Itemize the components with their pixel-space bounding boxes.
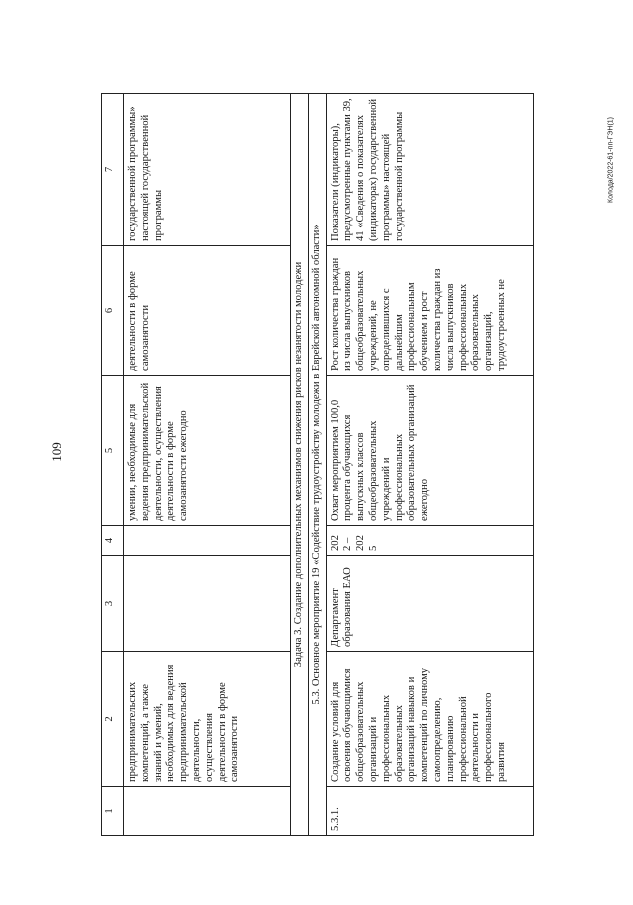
- cell-consequences: Рост количества граждан из числа выпускников общеобразовательных учреждений, не определившихся с дальнейшим профессиональным обучением и рост количества граждан из числа выпускников профессиональных образовательных организаций, трудоустроенных не: [326, 246, 533, 376]
- program-measures-table: [101, 93, 534, 836]
- cell-measure-name: предпринимательских компетенций, а также знаний и умений, необходимых для ведения предпринимательской деятельности, осуществления деятельности в форме самозанятости: [124, 652, 291, 787]
- cell-consequences: деятельности в форме самозанятости: [124, 246, 291, 376]
- measure-heading: 5.3. Основное мероприятие 19 «Содействие трудоустройству молодежи в Еврейской автономной области»: [308, 94, 326, 836]
- cell-indicators: Показатели (индикаторы), предусмотренные пунктами 39, 41 «Сведения о показателях (индикаторах) государственной программы» настоящей государственной программы: [326, 94, 533, 246]
- cell-number: [124, 787, 291, 836]
- column-header-6: 6: [102, 246, 124, 376]
- document-code: Колода/2022-61-пп-ГЭН(1): [607, 116, 615, 204]
- column-header-4: 4: [102, 526, 124, 556]
- column-header-3: 3: [102, 556, 124, 652]
- cell-indicators: государственной программы» настоящей государственной программы: [124, 94, 291, 246]
- cell-expected-result: умении, необходимые для ведения предпринимательской деятельности, осуществления деятельности в форме самозанятости ежегодно: [124, 376, 291, 526]
- cell-number: 5.3.1.: [326, 787, 533, 836]
- rotated-table-container: [101, 94, 525, 836]
- cell-measure-name: Создание условий для освоения обучающимися общеобразовательных организаций и профессиональных образовательных организаций навыков и компетенций по личному самоопределению, планированию профессиональной деятельности и профессионального развития: [326, 652, 533, 787]
- column-header-5: 5: [102, 376, 124, 526]
- column-header-1: 1: [102, 787, 124, 836]
- cell-period: 2022 – 2025: [326, 526, 533, 556]
- task-heading-row: [291, 94, 309, 836]
- page-number: 109: [49, 442, 64, 462]
- table-row-continuation: [124, 94, 291, 836]
- column-header-2: 2: [102, 652, 124, 787]
- cell-period: [124, 526, 291, 556]
- cell-executor: Департамент образования ЕАО: [326, 556, 533, 652]
- cell-expected-result: Охват мероприятием 100,0 процента обучающихся выпускных классов общеобразовательных учреждений и профессиональных образовательных организаций ежегодно: [326, 376, 533, 526]
- column-number-row: [102, 94, 124, 836]
- cell-executor: [124, 556, 291, 652]
- measure-heading-row: [308, 94, 326, 836]
- table-row-5-3-1: [326, 94, 533, 836]
- task-heading: Задача 3. Создание дополнительных механизмов снижения рисков незанятости молодежи: [291, 94, 309, 836]
- column-header-7: 7: [102, 94, 124, 246]
